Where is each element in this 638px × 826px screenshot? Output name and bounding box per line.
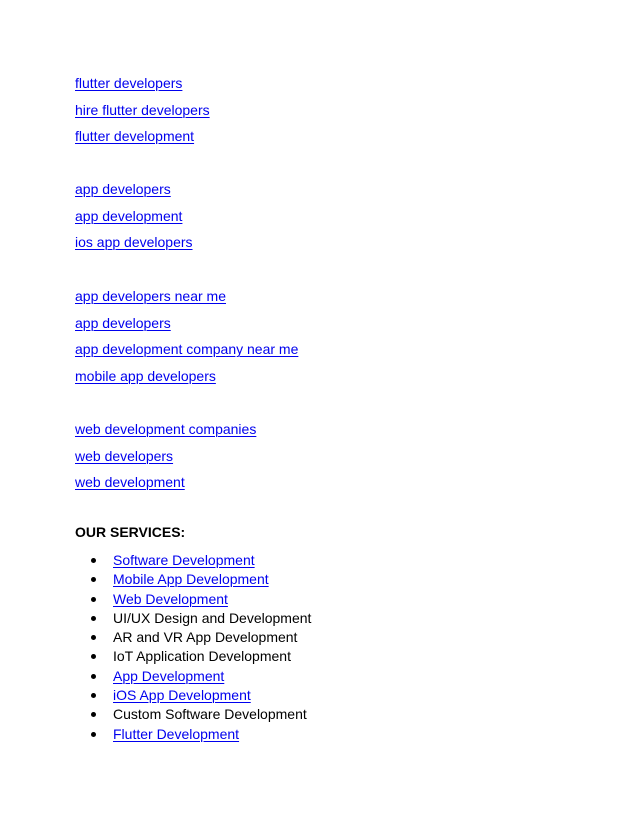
service-text-custom-software-development: Custom Software Development [113,706,307,723]
link-ios-app-developers[interactable]: ios app developers [75,234,193,250]
service-link-flutter-development[interactable]: Flutter Development [113,725,240,742]
service-text-ar-vr-app-development: AR and VR App Development [113,629,298,646]
service-text-iot-application-development: IoT Application Development [113,648,291,665]
link-app-development[interactable]: app development [75,207,183,224]
bullet-icon [91,577,96,582]
bullet-icon [91,635,96,640]
link-flutter-developers[interactable]: flutter developers [75,75,183,91]
bullet-icon [91,732,96,737]
service-text-ui-ux-design: UI/UX Design and Development [113,609,312,626]
link-group-flutter [75,70,210,150]
bullet-icon [91,712,96,717]
bullet-icon [91,558,96,563]
bullet-icon [91,654,96,659]
link-app-developers[interactable]: app developers [75,181,171,197]
service-link-mobile-app-development[interactable]: Mobile App Development [113,571,269,588]
link-mobile-app-developers[interactable]: mobile app developers [75,367,216,384]
link-app-developers-2[interactable]: app developers [75,314,171,331]
link-group-app [75,176,193,256]
bullet-icon [91,597,96,602]
link-flutter-development[interactable]: flutter development [75,128,195,144]
link-app-developers-near-me[interactable]: app developers near me [75,288,226,304]
link-hire-flutter-developers[interactable]: hire flutter developers [75,101,210,118]
link-web-development[interactable]: web development [75,474,185,490]
service-link-software-development[interactable]: Software Development [113,552,255,568]
service-link-app-development[interactable]: App Development [113,667,225,684]
link-app-development-company-near-me[interactable]: app development company near me [75,341,299,357]
link-group-app-near-me [75,283,298,389]
link-web-developers[interactable]: web developers [75,447,174,464]
service-link-web-development[interactable]: Web Development [113,590,228,607]
link-group-web [75,416,256,496]
bullet-icon [91,674,96,679]
services-heading: OUR SERVICES: [75,524,186,540]
service-link-ios-app-development[interactable]: iOS App Development [113,687,251,704]
bullet-icon [91,616,96,621]
bullet-icon [91,693,96,698]
link-web-development-companies[interactable]: web development companies [75,421,257,437]
